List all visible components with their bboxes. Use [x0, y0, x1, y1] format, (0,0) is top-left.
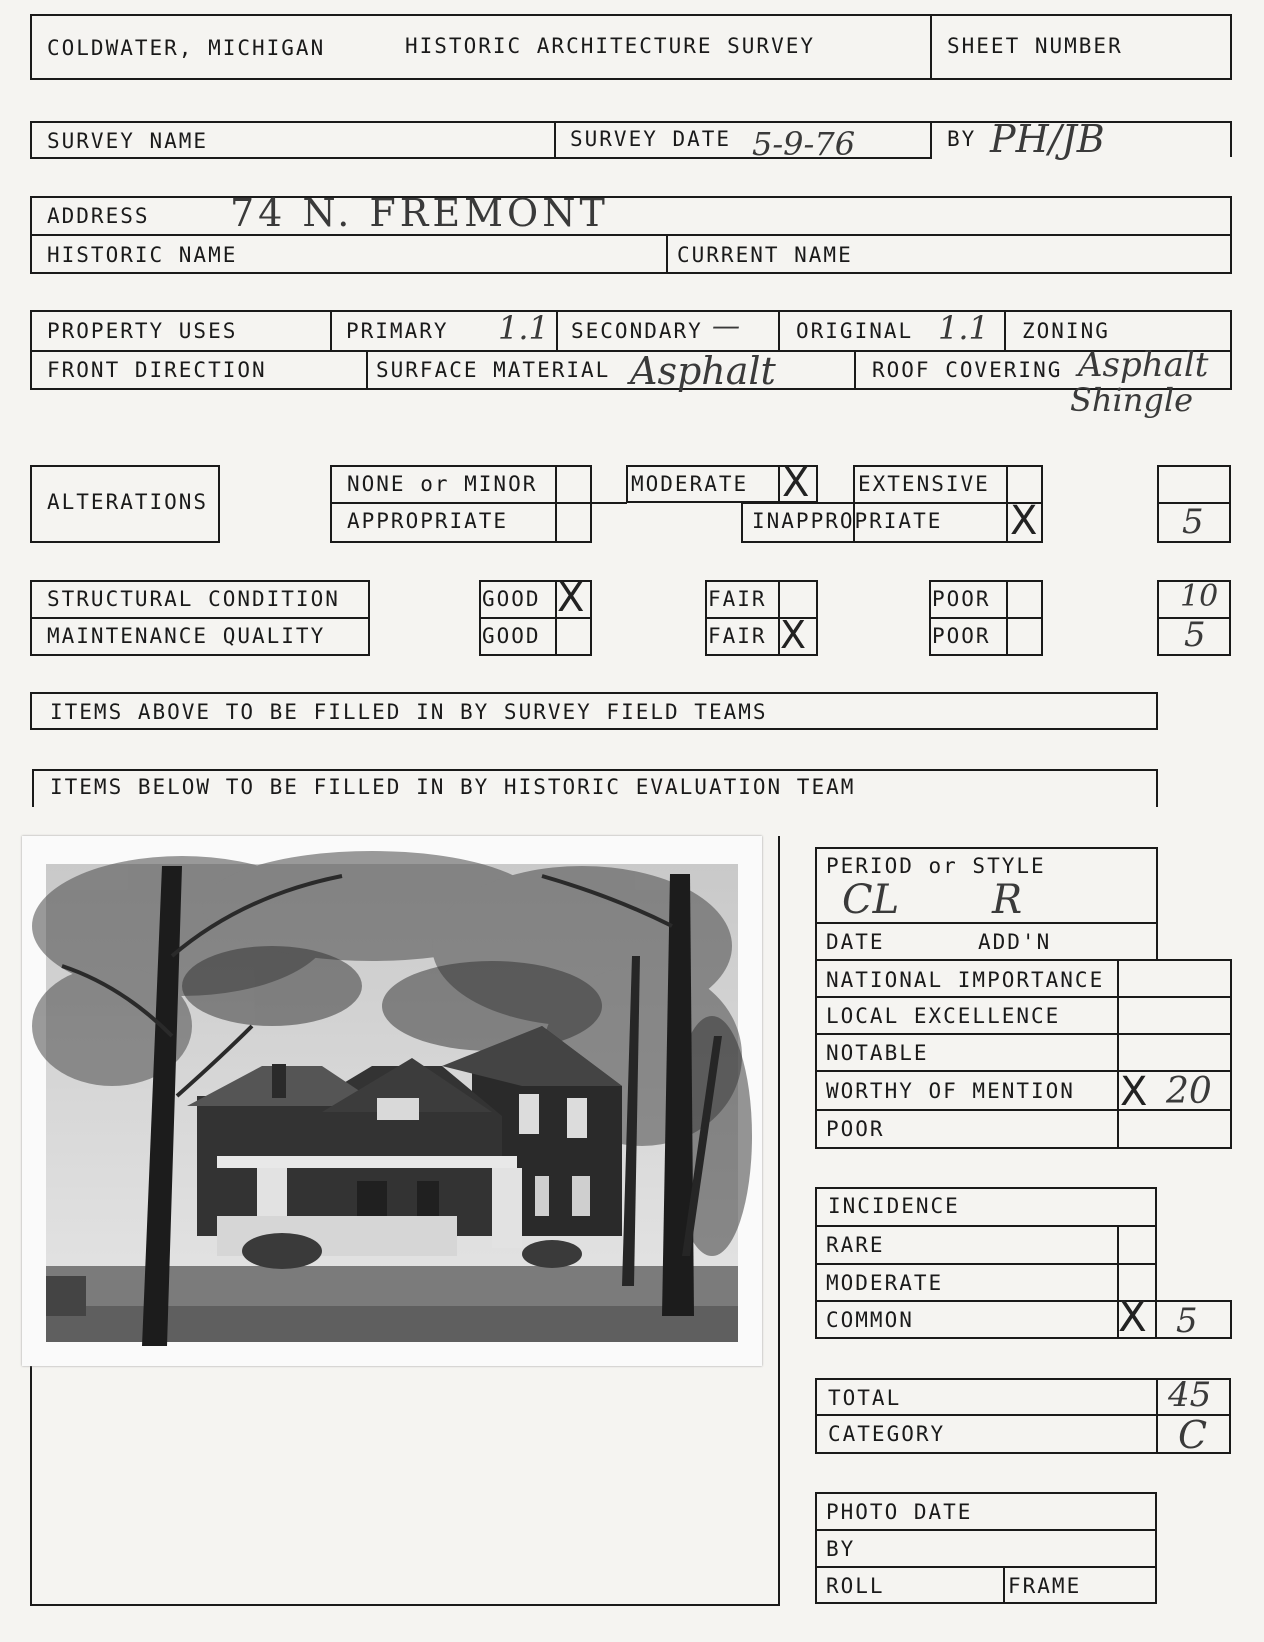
eval-row-national: NATIONAL IMPORTANCE	[826, 968, 1105, 992]
period-value-2: R	[992, 877, 1023, 923]
eval-row-notable: NOTABLE	[826, 1041, 929, 1065]
category-value: C	[1178, 1413, 1208, 1457]
surface-material-label: SURFACE MATERIAL	[376, 358, 611, 382]
inappropriate-top	[741, 502, 1043, 504]
inappropriate-left	[741, 502, 743, 543]
roll-frame-divider	[1003, 1566, 1005, 1604]
eval-row-worthy: WORTHY OF MENTION	[826, 1079, 1075, 1103]
original-label: ORIGINAL	[796, 319, 914, 343]
by-label: BY	[947, 127, 977, 151]
prop-div-1	[330, 310, 332, 350]
common-score: 5	[1176, 1301, 1198, 1341]
historic-name-label: HISTORIC NAME	[47, 243, 238, 267]
none-minor-check-div	[555, 465, 557, 543]
addn-label: ADD'N	[978, 930, 1052, 954]
property-uses-label: PROPERTY USES	[47, 319, 238, 343]
name-divider	[666, 234, 668, 274]
structural-good-mark: X	[557, 575, 585, 621]
eval-row-poor: POOR	[826, 1117, 885, 1141]
original-value: 1.1	[938, 309, 989, 347]
roof-covering-value-2: Shingle	[1070, 381, 1194, 419]
photo-date-label: PHOTO DATE	[826, 1500, 973, 1524]
alterations-score: 5	[1182, 502, 1204, 542]
eval-lower-right	[1230, 959, 1232, 1149]
eval-score-col	[1117, 959, 1119, 1149]
primary-label: PRIMARY	[346, 319, 449, 343]
totals-score-col	[1156, 1378, 1158, 1454]
inappropriate-check-mark: X	[1010, 498, 1038, 544]
header-divider	[930, 14, 932, 80]
structural-fair-label: FAIR	[708, 587, 767, 611]
roll-label: ROLL	[826, 1574, 885, 1598]
worthy-mark: X	[1120, 1069, 1148, 1115]
total-value: 45	[1168, 1375, 1212, 1415]
primary-value: 1.1	[498, 309, 549, 347]
city-label: COLDWATER, MICHIGAN	[47, 36, 326, 60]
extensive-label: EXTENSIVE	[858, 472, 990, 496]
notes-above: ITEMS ABOVE TO BE FILLED IN BY SURVEY FIELD TEAMS	[50, 700, 768, 724]
photo-area-bottom	[30, 1604, 780, 1606]
incidence-label: INCIDENCE	[828, 1194, 960, 1218]
prop-div-4	[1004, 310, 1006, 350]
inc-row-rare: RARE	[826, 1233, 885, 1257]
extensive-check-div	[1006, 465, 1008, 543]
period-value-1: CL	[842, 877, 900, 923]
eval-row-local: LOCAL EXCELLENCE	[826, 1004, 1061, 1028]
address-value: 74 N. FREMONT	[230, 191, 609, 235]
worthy-score: 20	[1166, 1071, 1212, 1112]
survey-right-edge	[1230, 121, 1232, 157]
poor-divider	[929, 617, 1043, 619]
inc-row-common: COMMON	[826, 1308, 914, 1332]
house-photo	[22, 836, 762, 1366]
inappropriate-label: INAPPROPRIATE	[752, 509, 943, 533]
prop-div-6	[854, 350, 856, 390]
photo-area-right	[778, 836, 780, 1606]
eval-line-2	[815, 959, 1231, 961]
survey-div-2	[930, 121, 932, 159]
house-photo-image	[22, 836, 762, 1366]
appropriate-label: APPROPRIATE	[347, 509, 509, 533]
moderate-check-div	[778, 465, 780, 503]
maintenance-quality-label: MAINTENANCE QUALITY	[47, 624, 326, 648]
maintenance-fair-label: FAIR	[708, 624, 767, 648]
maintenance-score: 5	[1184, 615, 1206, 655]
prop-div-5	[366, 350, 368, 390]
total-label: TOTAL	[828, 1386, 902, 1410]
secondary-label: SECONDARY	[571, 319, 703, 343]
survey-date-value: 5-9-76	[752, 125, 856, 163]
eval-line-4	[815, 1033, 1231, 1035]
notes-below-top	[32, 769, 1158, 771]
common-mark: X	[1118, 1292, 1147, 1341]
roof-covering-label: ROOF COVERING	[872, 358, 1063, 382]
moderate-label: MODERATE	[631, 472, 749, 496]
alterations-label: ALTERATIONS	[47, 490, 209, 514]
inc-line-3	[815, 1300, 1231, 1302]
survey-left-edge	[30, 121, 32, 159]
moderate-check-mark: X	[782, 460, 810, 506]
inappropriate-bottom	[741, 541, 1043, 543]
survey-name-label: SURVEY NAME	[47, 129, 209, 153]
notes-below-left	[32, 769, 34, 807]
zoning-label: ZONING	[1022, 319, 1110, 343]
period-label: PERIOD or STYLE	[826, 854, 1046, 878]
sheet-number-label: SHEET NUMBER	[947, 34, 1123, 58]
survey-div-1	[554, 121, 556, 159]
structural-condition-label: STRUCTURAL CONDITION	[47, 587, 340, 611]
photo-info-line-2	[815, 1566, 1157, 1568]
photo-info-line-1	[815, 1529, 1157, 1531]
structural-good-label: GOOD	[482, 587, 541, 611]
inc-line-2	[815, 1263, 1157, 1265]
maintenance-poor-label: POOR	[932, 624, 991, 648]
current-name-label: CURRENT NAME	[677, 243, 853, 267]
notes-below: ITEMS BELOW TO BE FILLED IN BY HISTORIC EVALUATION TEAM	[50, 775, 856, 799]
photo-by-label: BY	[826, 1537, 856, 1561]
surface-material-value: Asphalt	[630, 349, 776, 393]
structural-poor-label: POOR	[932, 587, 991, 611]
inc-line-1	[815, 1225, 1157, 1227]
inc-right	[1230, 1300, 1232, 1339]
structural-score: 10	[1180, 579, 1219, 614]
condition-label-divider	[30, 617, 370, 619]
eval-line-3	[815, 996, 1231, 998]
prop-div-3	[778, 310, 780, 350]
eval-top	[815, 847, 1157, 849]
by-value: PH/JB	[990, 117, 1105, 161]
eval-upper-right	[1156, 847, 1158, 961]
inc-row-moderate: MODERATE	[826, 1271, 944, 1295]
maintenance-good-label: GOOD	[482, 624, 541, 648]
form-title: HISTORIC ARCHITECTURE SURVEY	[405, 34, 816, 58]
secondary-value: —	[712, 309, 740, 342]
alt-mid-line	[330, 502, 627, 504]
frame-label: FRAME	[1008, 1574, 1082, 1598]
poor-check-div	[1006, 580, 1008, 656]
notes-below-right	[1156, 769, 1158, 807]
eval-date-label: DATE	[826, 930, 885, 954]
none-minor-label: NONE or MINOR	[347, 472, 538, 496]
prop-div-2	[556, 310, 558, 350]
address-label: ADDRESS	[47, 204, 150, 228]
survey-date-label: SURVEY DATE	[570, 127, 732, 151]
maintenance-fair-mark: X	[780, 613, 807, 657]
roof-covering-value-1: Asphalt	[1078, 345, 1209, 385]
address-divider	[30, 234, 1232, 236]
front-direction-label: FRONT DIRECTION	[47, 358, 267, 382]
category-label: CATEGORY	[828, 1422, 946, 1446]
